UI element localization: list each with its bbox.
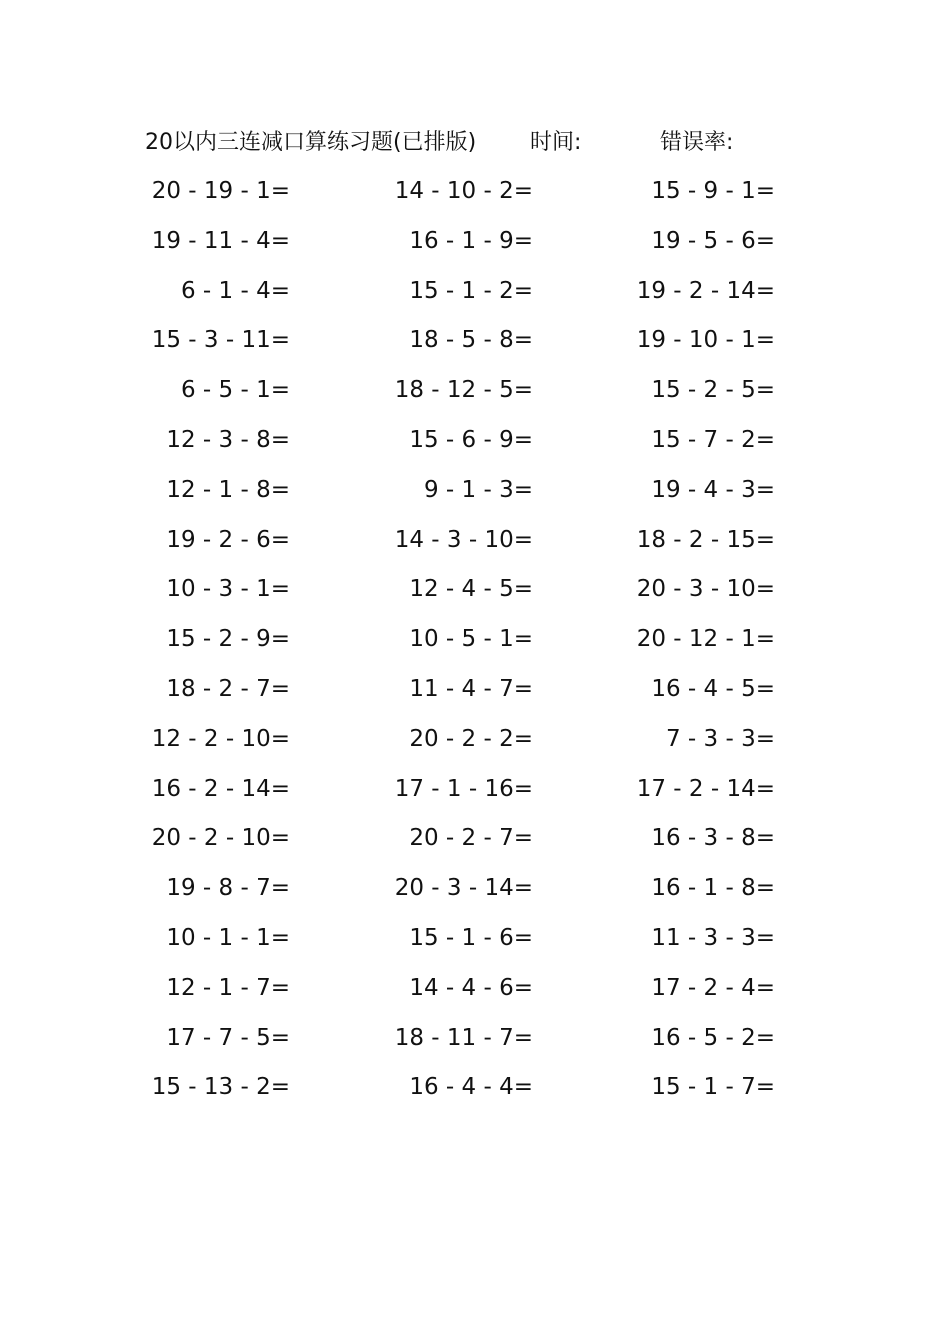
problem-grid bbox=[0, 173, 950, 1119]
problem-row bbox=[0, 223, 950, 273]
problem-row bbox=[0, 322, 950, 372]
problem-item: 18 - 5 - 8= bbox=[409, 327, 533, 354]
problem-item: 16 - 4 - 4= bbox=[409, 1074, 533, 1101]
problem-item: 15 - 13 - 2= bbox=[151, 1074, 290, 1101]
problem-item: 7 - 3 - 3= bbox=[665, 725, 775, 752]
problem-item: 17 - 2 - 4= bbox=[651, 974, 775, 1001]
problem-item: 15 - 1 - 7= bbox=[651, 1074, 775, 1101]
problem-item: 20 - 12 - 1= bbox=[636, 626, 775, 653]
problem-item: 12 - 2 - 10= bbox=[151, 725, 290, 752]
problem-item: 16 - 1 - 9= bbox=[409, 227, 533, 254]
problem-item: 18 - 2 - 7= bbox=[166, 675, 290, 702]
problem-row bbox=[0, 472, 950, 522]
problem-item: 15 - 6 - 9= bbox=[409, 426, 533, 453]
problem-row bbox=[0, 372, 950, 422]
problem-item: 20 - 2 - 2= bbox=[409, 725, 533, 752]
problem-item: 10 - 5 - 1= bbox=[409, 626, 533, 653]
problem-item: 16 - 2 - 14= bbox=[151, 775, 290, 802]
problem-item: 15 - 3 - 11= bbox=[151, 327, 290, 354]
problem-item: 14 - 3 - 10= bbox=[394, 526, 533, 553]
worksheet-header bbox=[145, 126, 845, 160]
problem-item: 14 - 10 - 2= bbox=[394, 178, 533, 204]
problem-item: 16 - 1 - 8= bbox=[651, 875, 775, 902]
time-label: 时间: bbox=[530, 130, 582, 155]
problem-item: 10 - 1 - 1= bbox=[166, 924, 290, 951]
problem-row bbox=[0, 621, 950, 671]
problem-row bbox=[0, 571, 950, 621]
problem-item: 12 - 4 - 5= bbox=[409, 576, 533, 603]
problem-row bbox=[0, 522, 950, 572]
problem-item: 16 - 4 - 5= bbox=[651, 675, 775, 702]
worksheet-title: 20以内三连减口算练习题(已排版) bbox=[145, 130, 477, 155]
problem-item: 11 - 4 - 7= bbox=[409, 675, 533, 702]
problem-item: 18 - 2 - 15= bbox=[636, 526, 775, 553]
problem-item: 10 - 3 - 1= bbox=[166, 576, 290, 603]
problem-item: 14 - 4 - 6= bbox=[409, 974, 533, 1001]
problem-item: 12 - 1 - 7= bbox=[166, 974, 290, 1001]
problem-item: 20 - 19 - 1= bbox=[151, 178, 290, 204]
problem-item: 12 - 3 - 8= bbox=[166, 426, 290, 453]
problem-row bbox=[0, 771, 950, 821]
problem-item: 19 - 11 - 4= bbox=[151, 227, 290, 254]
problem-item: 18 - 12 - 5= bbox=[394, 377, 533, 404]
problem-item: 19 - 2 - 6= bbox=[166, 526, 290, 553]
problem-row bbox=[0, 970, 950, 1020]
problem-row bbox=[0, 721, 950, 771]
error-rate-label: 错误率: bbox=[660, 130, 734, 155]
problem-item: 17 - 7 - 5= bbox=[166, 1024, 290, 1051]
problem-item: 15 - 1 - 2= bbox=[409, 277, 533, 304]
problem-item: 19 - 5 - 6= bbox=[651, 227, 775, 254]
problem-item: 20 - 3 - 10= bbox=[636, 576, 775, 603]
problem-item: 19 - 10 - 1= bbox=[636, 327, 775, 354]
problem-item: 20 - 3 - 14= bbox=[394, 875, 533, 902]
problem-item: 15 - 7 - 2= bbox=[651, 426, 775, 453]
problem-row bbox=[0, 671, 950, 721]
problem-row bbox=[0, 870, 950, 920]
problem-item: 20 - 2 - 10= bbox=[151, 825, 290, 852]
problem-item: 15 - 2 - 5= bbox=[651, 377, 775, 404]
problem-item: 12 - 1 - 8= bbox=[166, 476, 290, 503]
problem-row bbox=[0, 1020, 950, 1070]
problem-item: 19 - 8 - 7= bbox=[166, 875, 290, 902]
problem-item: 9 - 1 - 3= bbox=[423, 476, 533, 503]
problem-row bbox=[0, 173, 950, 223]
problem-item: 18 - 11 - 7= bbox=[394, 1024, 533, 1051]
problem-item: 16 - 3 - 8= bbox=[651, 825, 775, 852]
problem-item: 19 - 2 - 14= bbox=[636, 277, 775, 304]
problem-item: 11 - 3 - 3= bbox=[651, 924, 775, 951]
problem-item: 19 - 4 - 3= bbox=[651, 476, 775, 503]
problem-item: 15 - 9 - 1= bbox=[651, 178, 775, 204]
problem-item: 20 - 2 - 7= bbox=[409, 825, 533, 852]
problem-item: 17 - 1 - 16= bbox=[394, 775, 533, 802]
problem-item: 16 - 5 - 2= bbox=[651, 1024, 775, 1051]
problem-row bbox=[0, 422, 950, 472]
problem-row bbox=[0, 1069, 950, 1119]
problem-item: 6 - 5 - 1= bbox=[180, 377, 290, 404]
problem-row bbox=[0, 820, 950, 870]
problem-row bbox=[0, 920, 950, 970]
problem-item: 15 - 1 - 6= bbox=[409, 924, 533, 951]
problem-item: 6 - 1 - 4= bbox=[180, 277, 290, 304]
problem-row bbox=[0, 273, 950, 323]
problem-item: 15 - 2 - 9= bbox=[166, 626, 290, 653]
problem-item: 17 - 2 - 14= bbox=[636, 775, 775, 802]
